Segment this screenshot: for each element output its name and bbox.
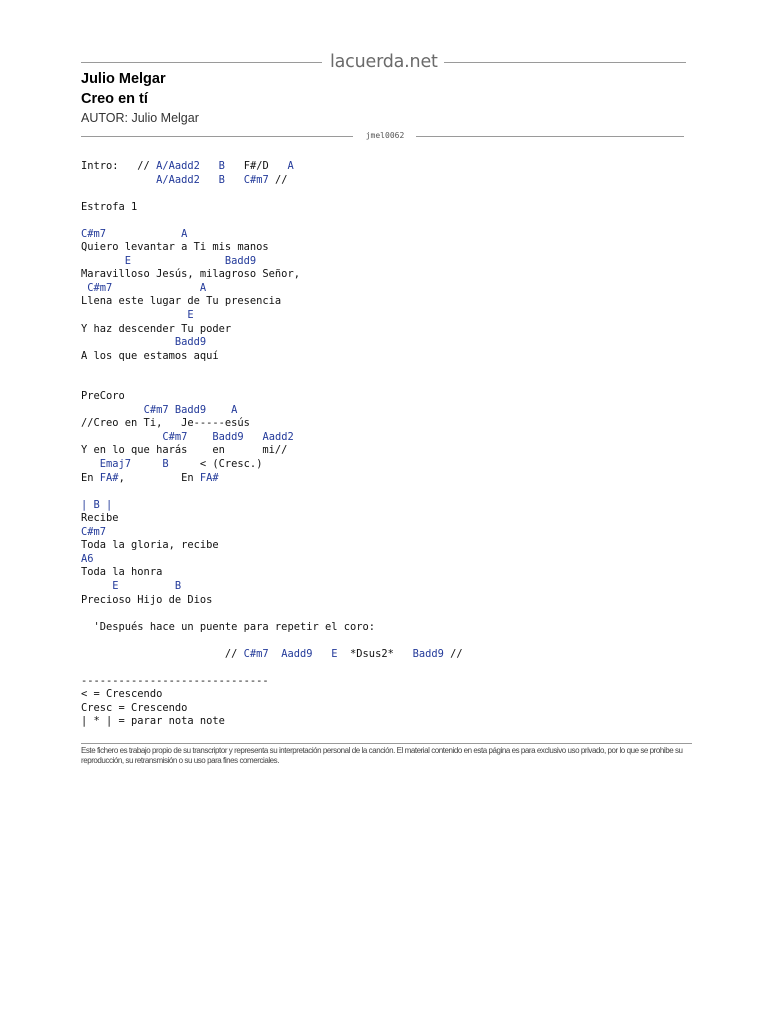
chord-label: Badd9 [224, 254, 257, 267]
chord-label: A [181, 227, 188, 240]
lyric-text [119, 580, 175, 592]
chord-label: C#m7 [81, 227, 107, 240]
lyric-text: A los que estamos aquí [81, 349, 219, 362]
chord-label: Badd9 [174, 403, 207, 416]
lyric-text [244, 431, 263, 443]
lyric-text [131, 458, 162, 470]
chord-sheet [81, 160, 701, 729]
lyric-text: < (Cresc.) [168, 458, 263, 471]
lyric-text: Toda la gloria, recibe [81, 539, 219, 552]
footer-disclaimer: Este fichero es trabajo propio de su transcriptor y representa su interpretación personal de la canción. El material contenido en esta página es para exclusivo uso privado, por lo que se prohibe su reproducción, su retransmisión o su uso para fines comerciales. [81, 746, 683, 765]
lyric-text: Recibe [81, 512, 119, 525]
lyric-text [81, 255, 125, 267]
artist-name: Julio Melgar [81, 71, 166, 87]
lyric-text: , En [118, 471, 200, 484]
lyric-text [81, 309, 187, 321]
chord-label: Badd9 [212, 430, 244, 443]
sheet-line [81, 702, 187, 714]
chord-label: C#m7 [243, 173, 269, 186]
chord-label: Badd9 [174, 336, 207, 349]
transcriber-id: jmel0062 [365, 131, 405, 140]
lyric-text: Toda la honra [81, 566, 163, 579]
lyric-text: En [81, 471, 100, 484]
sheet-line [81, 553, 94, 565]
chord-label: A/Aadd2 [156, 173, 200, 186]
id-rule-left [81, 136, 353, 137]
sheet-line [81, 444, 287, 456]
chord-label: Aadd2 [262, 430, 294, 443]
site-logo[interactable]: lacuerda.net [330, 52, 438, 72]
sheet-line [81, 539, 219, 551]
sheet-line [81, 512, 119, 524]
lyric-text [81, 174, 156, 186]
lyric-text [187, 431, 212, 443]
lyric-text: Y en lo que harás en mi// [81, 444, 288, 457]
chord-label: A [199, 281, 207, 294]
chord-label: C#m7 [87, 281, 113, 294]
lyric-text [81, 404, 144, 416]
sheet-line [81, 228, 187, 240]
sheet-line [81, 675, 269, 687]
lyric-text [81, 580, 112, 592]
chord-label: E [331, 647, 338, 660]
lyric-text: // [443, 647, 463, 660]
header-rule-right [444, 62, 686, 63]
header-rule-left [81, 62, 322, 63]
chord-label: C#m7 [243, 647, 269, 660]
author-line: AUTOR: Julio Melgar [81, 111, 199, 125]
sheet-line [81, 417, 250, 429]
sheet-line [81, 499, 112, 511]
lyric-text [81, 431, 162, 443]
chord-label: B [218, 173, 225, 186]
chord-label: E [187, 309, 194, 322]
sheet-line [81, 295, 281, 307]
chord-label: | B | [81, 498, 113, 511]
lyric-text [112, 282, 200, 294]
sheet-line [81, 174, 288, 186]
sheet-line [81, 472, 219, 484]
chord-label: E [112, 579, 119, 592]
lyric-text: F#/D [224, 160, 288, 172]
chord-label: B [218, 160, 225, 172]
lyric-text [269, 648, 282, 660]
lyric-text [106, 228, 181, 240]
lyric-text [206, 404, 231, 416]
lyric-text [225, 174, 244, 186]
chord-label: C#m7 [81, 525, 107, 538]
sheet-line [81, 268, 300, 280]
footer-rule [81, 743, 692, 744]
lyric-text: Intro: // [81, 160, 157, 172]
lyric-text: // [268, 173, 288, 186]
lyric-text: Y haz descender Tu poder [81, 322, 232, 335]
sheet-line [81, 160, 294, 172]
lyric-text [81, 458, 100, 470]
lyric-text: *Dsus2* [337, 647, 413, 660]
chord-label: B [162, 458, 169, 471]
chord-label: A/Aadd2 [156, 160, 200, 172]
lyric-text: Maravilloso Jesús, milagroso Señor, [81, 268, 300, 281]
sheet-line [81, 336, 206, 348]
lyric-text: Estrofa 1 [81, 200, 138, 213]
lyric-text: //Creo en Ti, Je-----esús [81, 417, 250, 430]
chord-label: Badd9 [412, 647, 444, 660]
lyric-text: Precioso Hijo de Dios [81, 593, 213, 606]
sheet-line [81, 404, 237, 416]
sheet-line [81, 526, 106, 538]
sheet-line [81, 648, 463, 660]
chord-label: FA# [99, 471, 119, 484]
lyric-text [200, 174, 219, 186]
lyric-text [312, 648, 331, 660]
lyric-text: Llena este lugar de Tu presencia [81, 295, 282, 308]
sheet-line [81, 566, 162, 578]
sheet-line [81, 390, 125, 402]
sheet-line [81, 350, 219, 362]
lyric-text: PreCoro [81, 390, 125, 403]
chord-label: C#m7 [162, 430, 188, 443]
sheet-line [81, 323, 231, 335]
chord-label: A6 [81, 552, 94, 565]
chord-label: A [287, 160, 294, 172]
lyric-text [200, 160, 219, 172]
sheet-line [81, 309, 194, 321]
chord-label: A [231, 403, 238, 416]
lyric-text: Cresc = Crescendo [81, 701, 188, 714]
sheet-line [81, 621, 375, 633]
chord-label: FA# [199, 471, 219, 484]
lyric-text [81, 336, 175, 348]
lyric-text: 'Después hace un puente para repetir el coro: [81, 620, 376, 633]
chord-label: Emaj7 [99, 458, 132, 471]
sheet-line [81, 715, 225, 727]
id-rule-right [416, 136, 684, 137]
lyric-text: ------------------------------ [81, 674, 269, 687]
sheet-line [81, 431, 294, 443]
sheet-line [81, 201, 137, 213]
sheet-line [81, 241, 269, 253]
sheet-line [81, 458, 262, 470]
sheet-line [81, 580, 181, 592]
lyric-text: < = Crescendo [81, 688, 163, 701]
lyric-text: // [81, 647, 244, 660]
song-title: Creo en tí [81, 91, 148, 107]
sheet-line [81, 688, 162, 700]
chord-label: Aadd9 [281, 647, 313, 660]
chord-label: C#m7 [143, 403, 169, 416]
sheet-line [81, 594, 212, 606]
chord-label: B [174, 579, 182, 592]
sheet-line [81, 282, 206, 294]
lyric-text: Quiero levantar a Ti mis manos [81, 241, 269, 254]
lyric-text [131, 255, 225, 267]
sheet-line [81, 255, 256, 267]
lyric-text: | * | = parar nota note [81, 715, 225, 728]
chord-label: E [124, 254, 132, 267]
